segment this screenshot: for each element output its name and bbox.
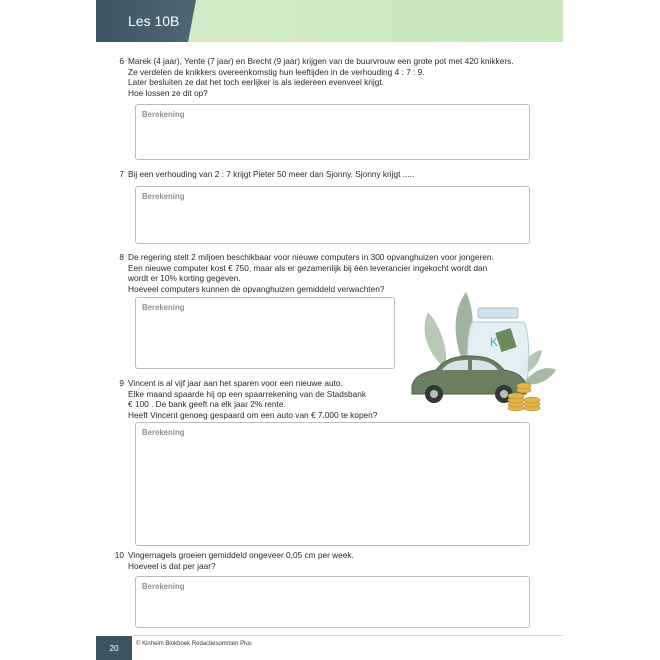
question-line: wordt er 10% korting gegeven. [128,273,241,284]
answer-label: Berekening [142,582,185,591]
answer-label: Berekening [142,303,185,312]
question-number: 6 [119,56,124,66]
question-line: € 100 . De bank geeft na elk jaar 2% rente. [128,399,286,410]
question-number: 10 [114,550,124,560]
jar-lid-icon [478,308,518,318]
question-line: Later besluiten ze dat het toch eerlijker is als iedereen evenveel krijgt. [128,77,384,88]
footer-divider [132,635,563,636]
question-line: Bij een verhouding van 2 : 7 krijgt Pieter 50 meer dan Sjonny. Sjonny krijgt ..... [128,169,415,179]
question-line: Ze verdelen de knikkers overeenkomstig hun leeftijden in de verhouding 4 : 7 : 9. [128,66,425,77]
question-line: Hoeveel is dat per jaar? [128,560,216,571]
answer-box-10[interactable] [135,576,530,628]
answer-label: Berekening [142,428,185,437]
answer-box-8[interactable] [135,297,395,369]
question-number: 8 [119,252,124,262]
answer-label: Berekening [142,192,185,201]
question-line: Vincent is al vijf jaar aan het sparen voor een nieuwe auto. [128,378,343,388]
question-line: Elke maand spaarde hij op een spaarrekening van de Stadsbank [128,388,367,399]
page-number-text: 20 [109,643,119,653]
answer-box-6[interactable] [135,104,530,160]
lesson-tab [96,0,188,42]
lesson-title: Les 10B [128,13,180,29]
question-line: Hoe lossen ze dit op? [128,87,208,98]
answer-label: Berekening [142,110,185,119]
page-number [96,636,132,660]
question-line: Hoeveel computers kunnen de opvanghuizen gemiddeld verwachten? [128,283,385,294]
question-line: De regering stelt 2 miljoen beschikbaar voor nieuwe computers in 300 opvanghuizen voor jongeren. [128,252,494,262]
question-line: Vingernagels groeien gemiddeld ongeveer 0,05 cm per week. [128,550,354,560]
answer-box-9[interactable] [135,422,530,546]
leaf-icon [425,312,447,368]
question-line: Marek (4 jaar), Yente (7 jaar) en Brecht (9 jaar) krijgen van de buurvrouw een grote pot met 420 knikkers. [128,56,514,66]
footer-copyright: © Kinheim Blokboek Redactiesommen Plus [136,641,252,647]
question-number: 7 [119,169,124,179]
question-number: 9 [119,378,124,388]
savings-car-illustration [406,290,558,415]
question-line: Een nieuwe computer kost € 750, maar als er gezamenlijk bij één leverancier ingekocht wordt dan [128,262,488,273]
answer-box-7[interactable] [135,186,530,244]
question-line: Heeft Vincent genoeg gespaard om een auto van € 7.000 te kopen? [128,409,378,420]
jar-letter: K [490,335,499,349]
